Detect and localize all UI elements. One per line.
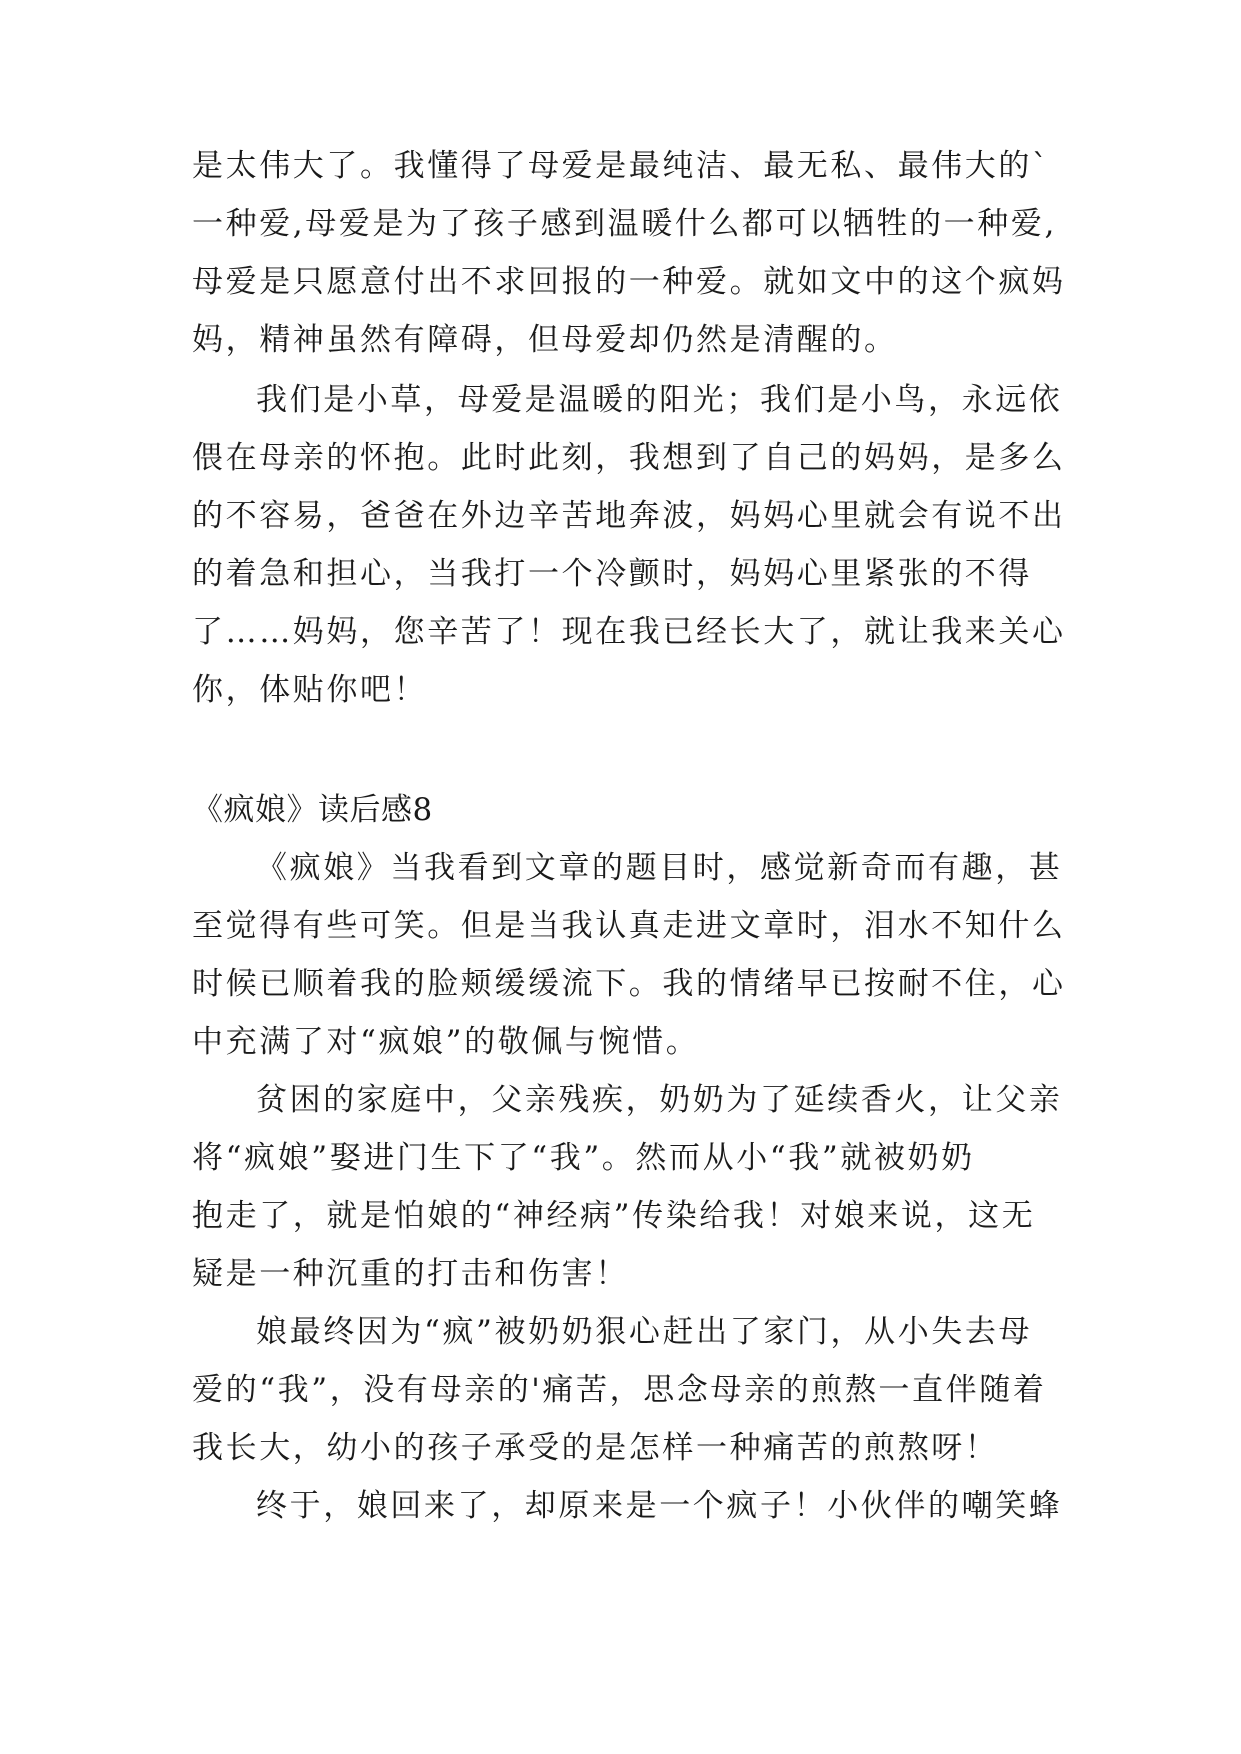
paragraph-line: 疑是一种沉重的打击和伤害！ — [192, 1256, 629, 1292]
paragraph-line: 母爱是只愿意付出不求回报的一种爱。就如文中的这个疯妈 — [192, 264, 1066, 300]
paragraph-line: 妈，精神虽然有障碍，但母爱却仍然是清醒的。 — [192, 322, 898, 358]
paragraph-line: 我长大，幼小的孩子承受的是怎样一种痛苦的煎熬呀！ — [192, 1430, 999, 1466]
paragraph-line: 终于，娘回来了，却原来是一个疯子！小伙伴的嘲笑蜂 — [256, 1488, 1063, 1524]
paragraph-line: 至觉得有些可笑。但是当我认真走进文章时，泪水不知什么 — [192, 908, 1066, 944]
paragraph-line: 了……妈妈，您辛苦了！现在我已经长大了，就让我来关心 — [192, 614, 1066, 650]
paragraph-line: 时候已顺着我的脸颊缓缓流下。我的情绪早已按耐不住，心 — [192, 966, 1066, 1002]
paragraph-line: 贫困的家庭中，父亲残疾，奶奶为了延续香火，让父亲 — [256, 1082, 1063, 1118]
paragraph-line: 偎在母亲的怀抱。此时此刻，我想到了自己的妈妈，是多么 — [192, 440, 1066, 476]
paragraph-line: 的着急和担心，当我打一个冷颤时，妈妈心里紧张的不得 — [192, 556, 1032, 592]
paragraph-line: 将“疯娘”娶进门生下了“我”。然而从小“我”就被奶奶 — [192, 1140, 975, 1176]
paragraph-line: 你，体贴你吧！ — [192, 672, 428, 708]
paragraph-line: 爱的“我”，没有母亲的'痛苦，思念母亲的煎熬一直伴随着 — [192, 1372, 1047, 1408]
paragraph-line: 我们是小草，母爱是温暖的阳光；我们是小鸟，永远依 — [256, 382, 1063, 418]
section-heading: 《疯娘》读后感8 — [192, 792, 433, 828]
paragraph-line: 中充满了对“疯娘”的敬佩与惋惜。 — [192, 1024, 700, 1060]
paragraph-line: 娘最终因为“疯”被奶奶狠心赶出了家门，从小失去母 — [256, 1314, 1033, 1350]
paragraph-line: 一种爱,母爱是为了孩子感到温暖什么都可以牺牲的一种爱, — [192, 206, 1057, 242]
paragraph-line: 抱走了，就是怕娘的“神经病”传染给我！对娘来说，这无 — [192, 1198, 1036, 1234]
paragraph-line: 《疯娘》当我看到文章的题目时，感觉新奇而有趣，甚 — [256, 850, 1063, 886]
paragraph-line: 的不容易，爸爸在外边辛苦地奔波，妈妈心里就会有说不出 — [192, 498, 1066, 534]
paragraph-line: 是太伟大了。我懂得了母爱是最纯洁、最无私、最伟大的` — [192, 148, 1051, 184]
